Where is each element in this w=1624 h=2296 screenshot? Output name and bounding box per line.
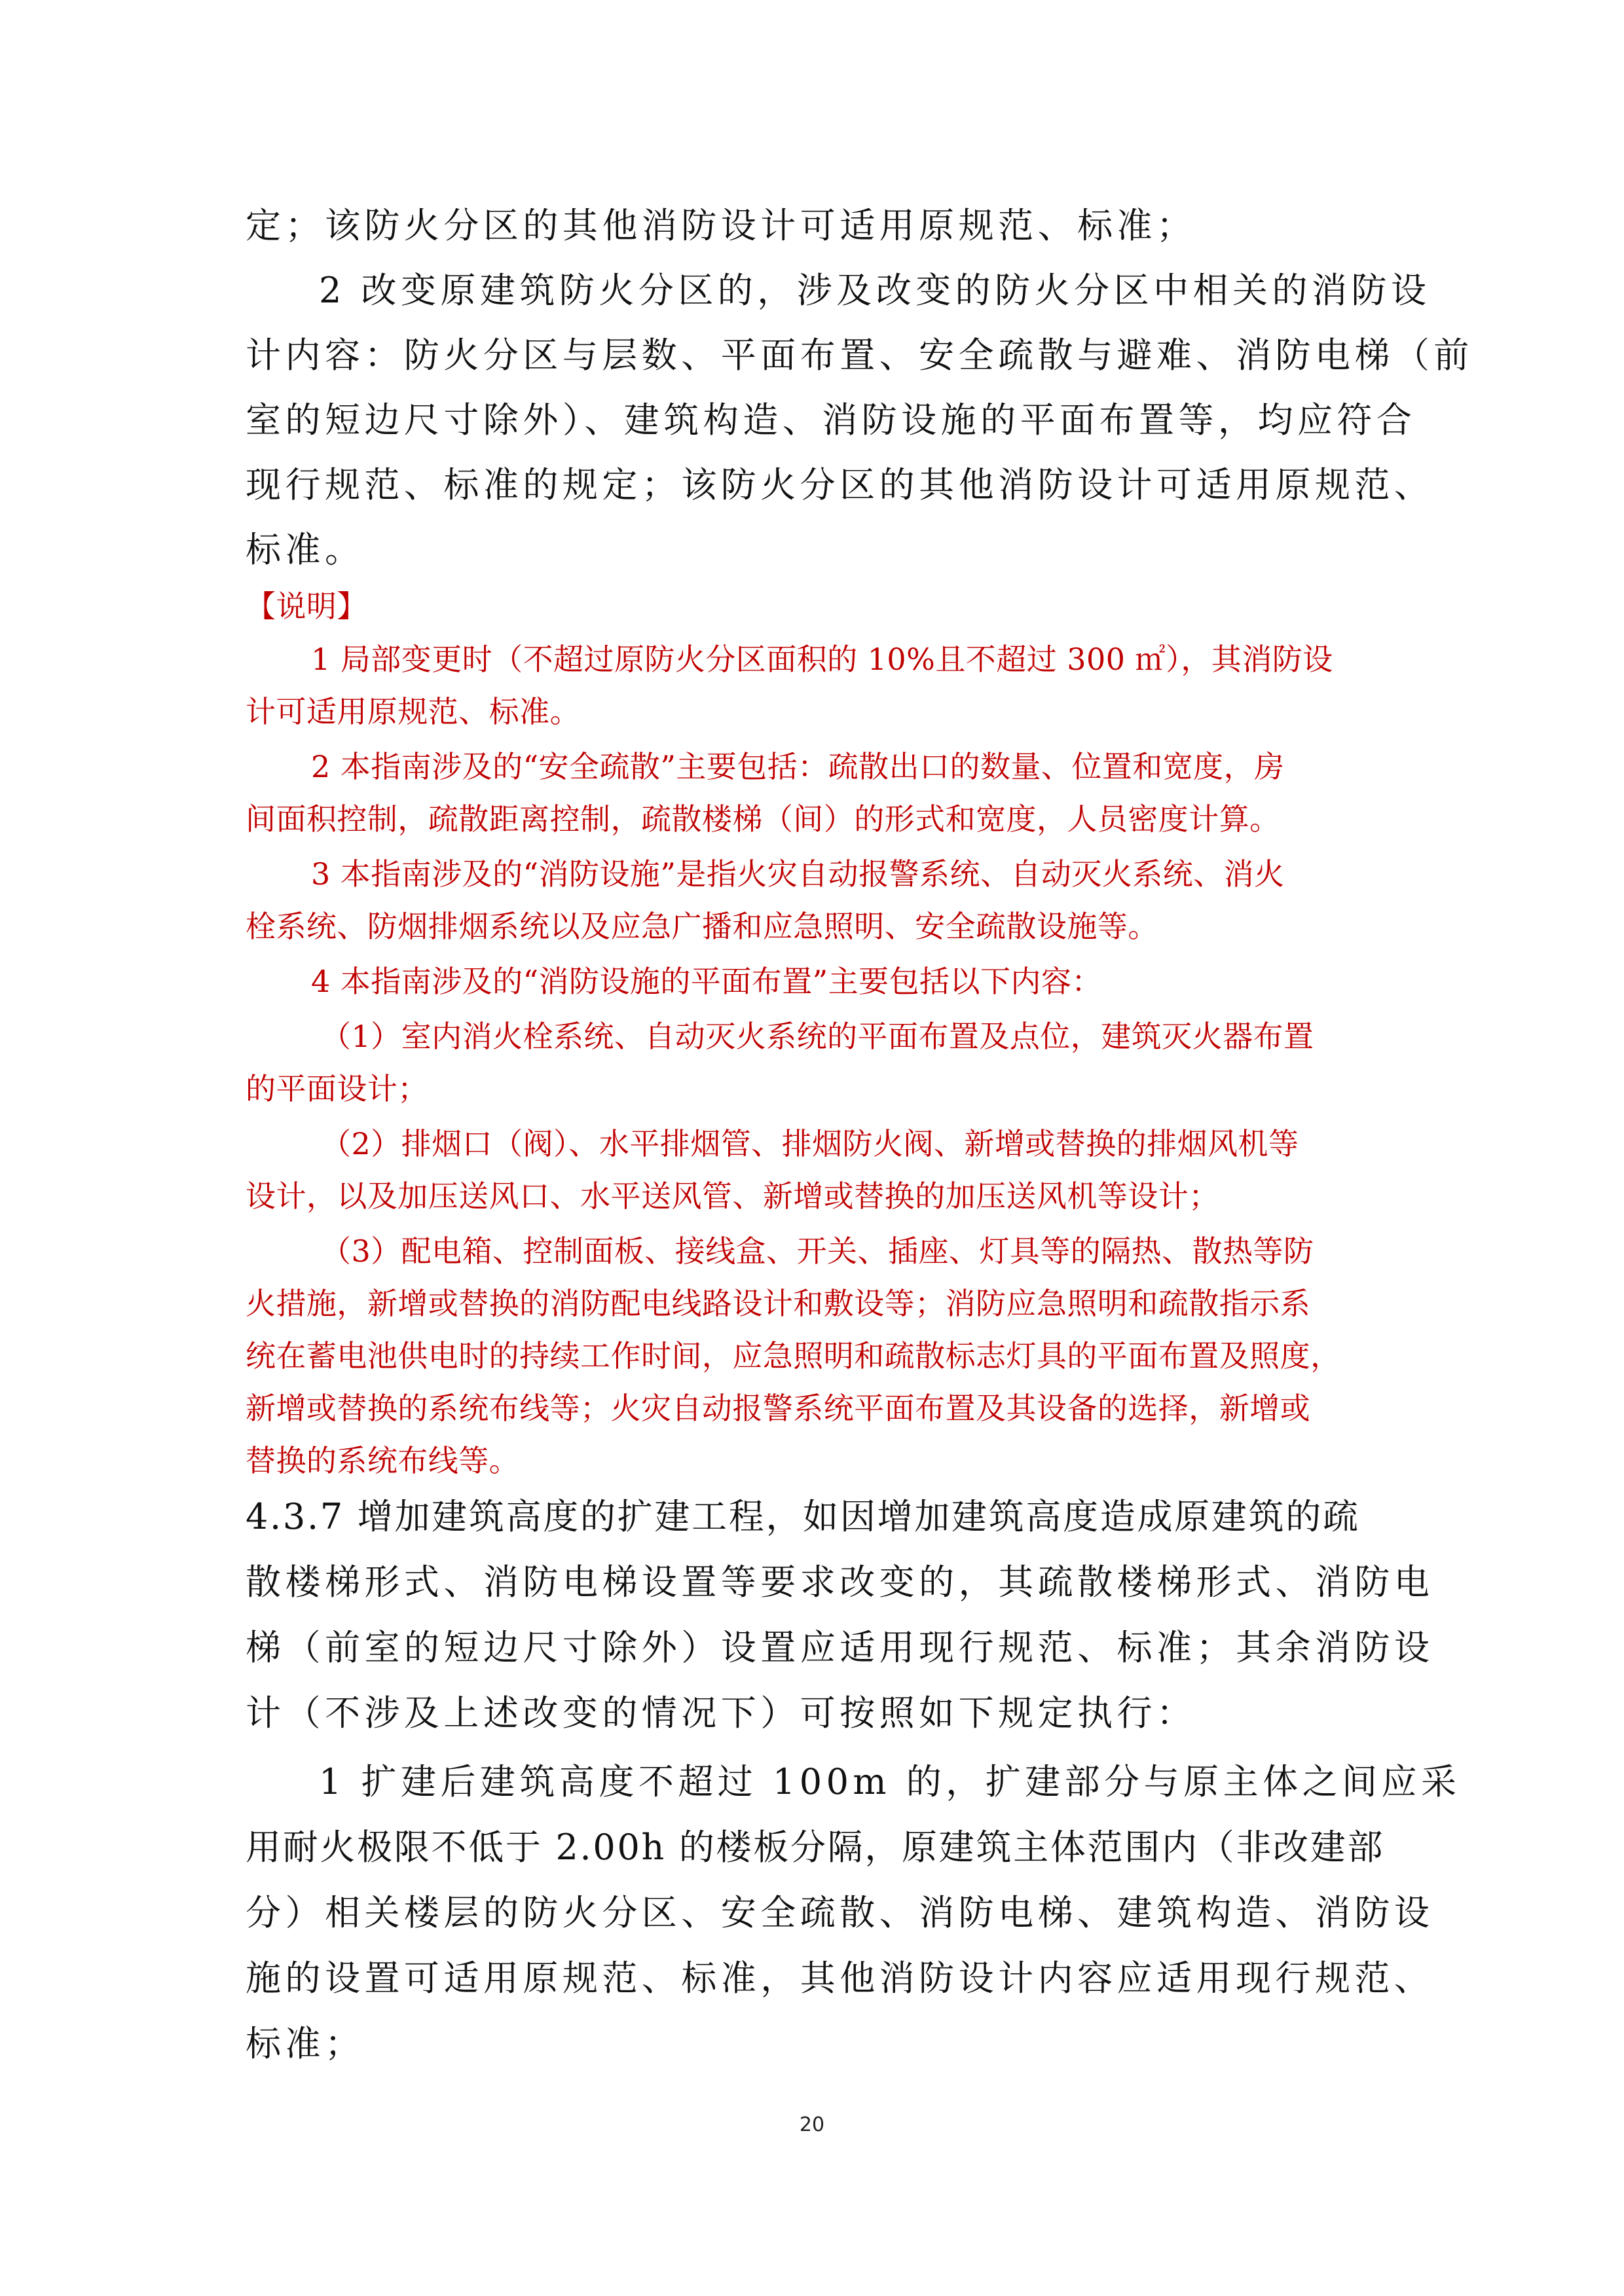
note-line: 替换的系统布线等。 (246, 1443, 520, 1478)
page-number: 20 (799, 2113, 825, 2136)
note-line: 间面积控制，疏散距离控制，疏散楼梯（间）的形式和宽度，人员密度计算。 (246, 801, 1280, 837)
note-line: 3 本指南涉及的“消防设施”是指火灾自动报警系统、自动灭火系统、消火 (311, 856, 1285, 892)
section-line: 梯（前室的短边尺寸除外）设置应适用现行规范、标准；其余消防设 (246, 1627, 1434, 1668)
body-line: 计内容：防火分区与层数、平面布置、安全疏散与避难、消防电梯（前 (246, 335, 1473, 376)
section-line: 分）相关楼层的防火分区、安全疏散、消防电梯、建筑构造、消防设 (246, 1892, 1434, 1933)
section-line: 标准； (246, 2023, 365, 2064)
body-line: 现行规范、标准的规定；该防火分区的其他消防设计可适用原规范、 (246, 464, 1434, 505)
note-heading: 【说明】 (246, 589, 367, 624)
note-line: 设计，以及加压送风口、水平送风管、新增或替换的加压送风机等设计； (246, 1178, 1219, 1214)
note-line: 1 局部变更时（不超过原防火分区面积的 10%且不超过 300 ㎡），其消防设 (311, 642, 1333, 677)
note-line: （1）室内消火栓系统、自动灭火系统的平面布置及点位，建筑灭火器布置 (321, 1019, 1314, 1054)
note-line: 统在蓄电池供电时的持续工作时间，应急照明和疏散标志灯具的平面布置及照度， (246, 1338, 1341, 1374)
note-line: 新增或替换的系统布线等；火灾自动报警系统平面布置及其设备的选择，新增或 (246, 1391, 1311, 1426)
note-line: （3）配电箱、控制面板、接线盒、开关、插座、灯具等的隔热、散热等防 (321, 1233, 1314, 1269)
body-line: 标准。 (246, 529, 365, 570)
section-line: 施的设置可适用原规范、标准，其他消防设计内容应适用现行规范、 (246, 1958, 1434, 1999)
section-line: 计（不涉及上述改变的情况下）可按照如下规定执行： (246, 1692, 1196, 1734)
section-line: 散楼梯形式、消防电梯设置等要求改变的，其疏散楼梯形式、消防电 (246, 1561, 1434, 1603)
note-line: 的平面设计； (246, 1071, 428, 1106)
section-line: 用耐火极限不低于 2.00h 的楼板分隔，原建筑主体范围内（非改建部 (246, 1827, 1385, 1868)
section-line: 4.3.7 增加建筑高度的扩建工程，如因增加建筑高度造成原建筑的疏 (246, 1496, 1360, 1537)
section-line: 1 扩建后建筑高度不超过 100m 的，扩建部分与原主体之间应采 (319, 1761, 1461, 1802)
body-line: 定；该防火分区的其他消防设计可适用原规范、标准； (246, 205, 1196, 246)
note-line: （2）排烟口（阀）、水平排烟管、排烟防火阀、新增或替换的排烟风机等 (321, 1126, 1299, 1161)
note-line: 计可适用原规范、标准。 (246, 694, 581, 729)
note-line: 4 本指南涉及的“消防设施的平面布置”主要包括以下内容： (311, 964, 1102, 999)
note-line: 火措施，新增或替换的消防配电线路设计和敷设等；消防应急照明和疏散指示系 (246, 1286, 1311, 1321)
note-line: 栓系统、防烟排烟系统以及应急广播和应急照明、安全疏散设施等。 (246, 909, 1158, 944)
body-line: 室的短边尺寸除外）、建筑构造、消防设施的平面布置等，均应符合 (246, 399, 1416, 441)
body-line: 2 改变原建筑防火分区的，涉及改变的防火分区中相关的消防设 (319, 270, 1431, 311)
note-line: 2 本指南涉及的“安全疏散”主要包括：疏散出口的数量、位置和宽度，房 (311, 749, 1285, 784)
